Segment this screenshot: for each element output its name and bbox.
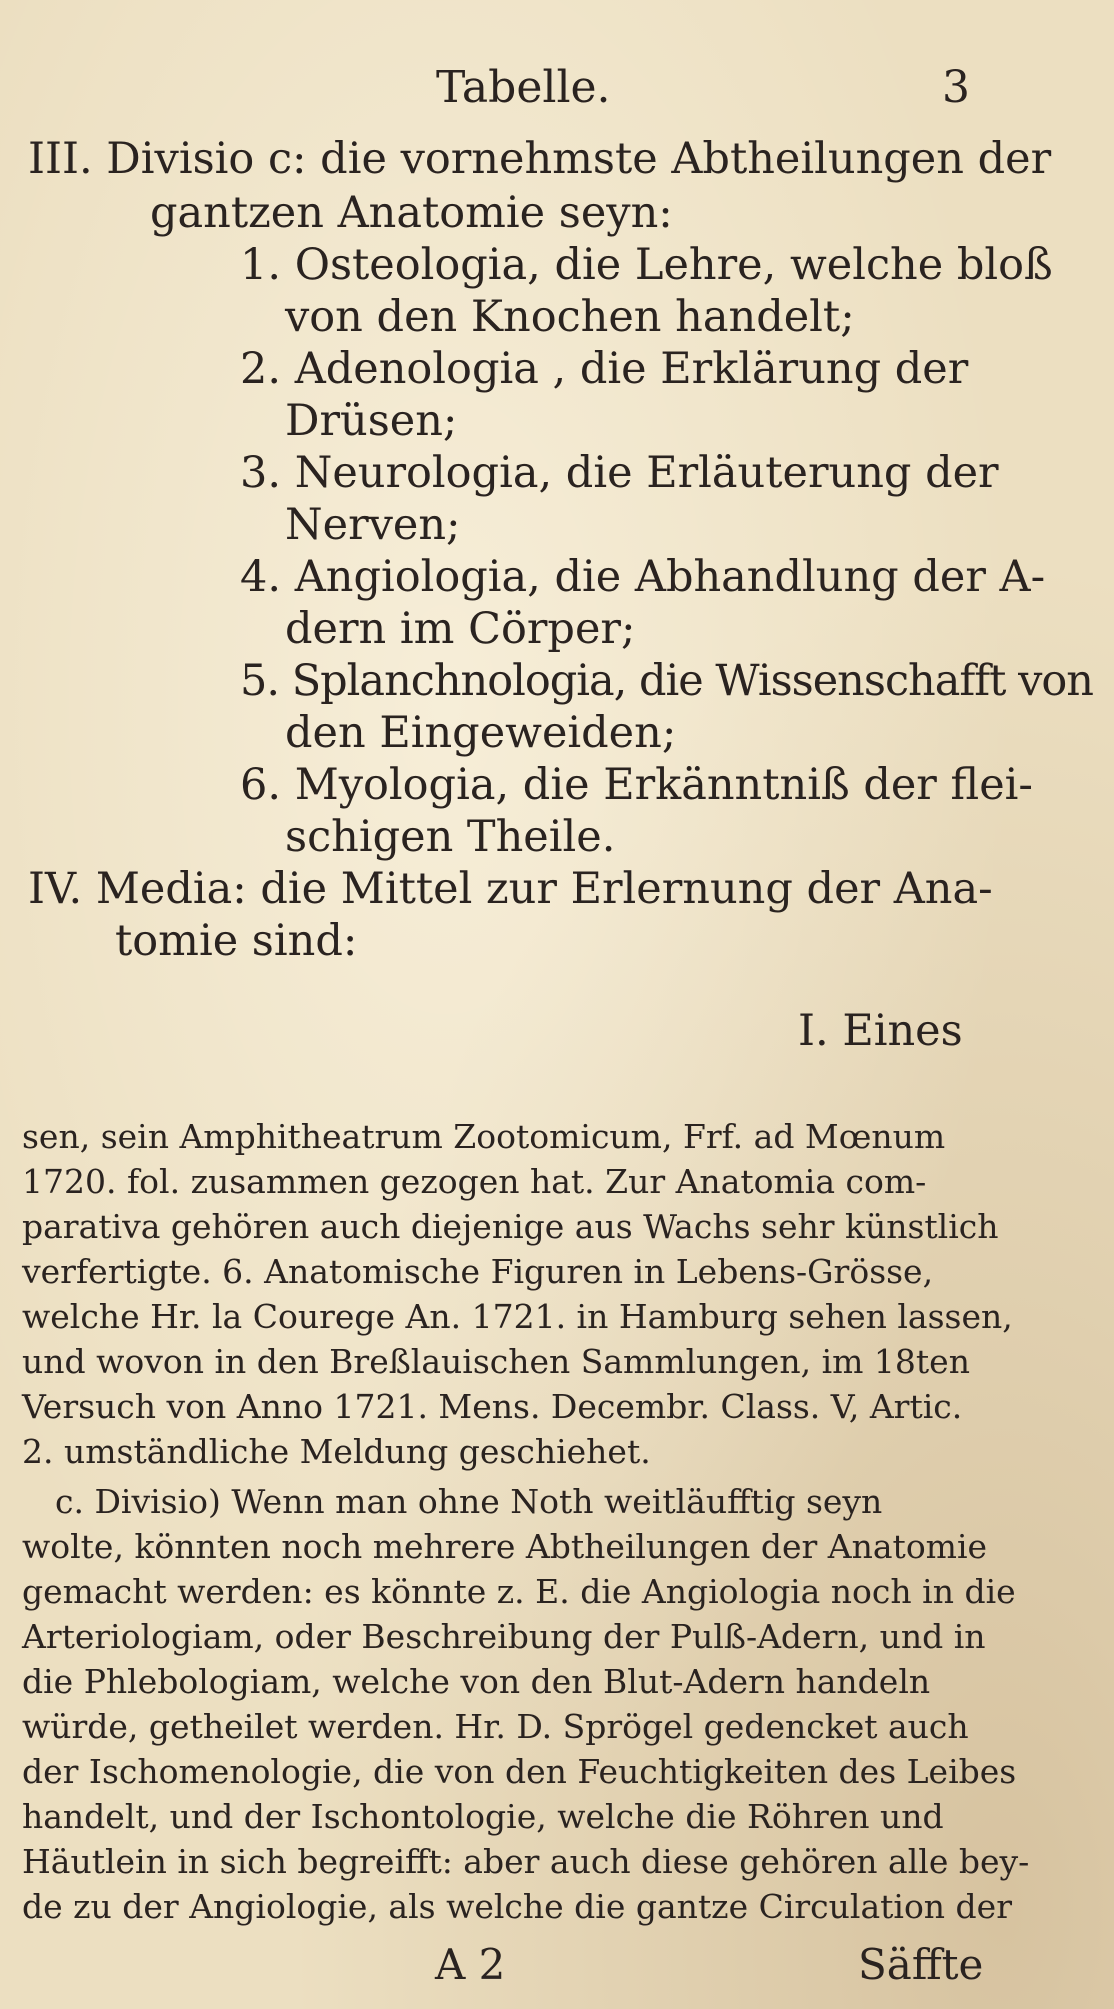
text-line: IV. Media: die Mittel zur Erlernung der Ana-	[28, 864, 993, 914]
text-line: 6. Myologia, die Erkänntniß der flei-	[240, 760, 1033, 810]
text-line: III. Divisio c: die vornehmste Abtheilungen der	[28, 134, 1052, 184]
catchword: I. Eines	[798, 1006, 963, 1056]
footnote-line: der Ischomenologie, die von den Feuchtigkeiten des Leibes	[22, 1752, 1017, 1791]
text-line: 2. Adenologia , die Erklärung der	[240, 344, 969, 394]
footnote-line: 1720. fol. zusammen gezogen hat. Zur Anatomia com-	[22, 1162, 927, 1201]
footnote-line: Arteriologiam, oder Beschreibung der Pulß-Adern, und in	[22, 1617, 986, 1656]
footnote-line: Versuch von Anno 1721. Mens. Decembr. Class. V, Artic.	[22, 1387, 963, 1426]
footnote-line: 2. umständliche Meldung geschiehet.	[22, 1432, 651, 1471]
text-line: Nerven;	[285, 500, 461, 550]
footnote-line: handelt, und der Ischontologie, welche die Röhren und	[22, 1797, 944, 1836]
footer-catchword: Säffte	[858, 1940, 984, 1989]
footnote-line: welche Hr. la Courege An. 1721. in Hamburg sehen lassen,	[22, 1297, 1013, 1336]
footnote-line: gemacht werden: es könnte z. E. die Angiologia noch in die	[22, 1572, 1016, 1611]
footnote-line: die Phlebologiam, welche von den Blut-Adern handeln	[22, 1662, 931, 1701]
text-line: 5. Splanchnologia, die Wissenschafft von	[240, 656, 1094, 706]
text-line: den Eingeweiden;	[285, 708, 677, 758]
footnote-line: und wovon in den Breßlauischen Sammlungen, im 18ten	[22, 1342, 970, 1381]
text-line: 3. Neurologia, die Erläuterung der	[240, 448, 999, 498]
page-number: 3	[942, 62, 970, 113]
text-line: 4. Angiologia, die Abhandlung der A-	[240, 552, 1046, 602]
footnote-line: de zu der Angiologie, als welche die gantze Circulation der	[22, 1887, 1012, 1926]
text-line: schigen Theile.	[285, 812, 616, 862]
text-line: 1. Osteologia, die Lehre, welche bloß	[240, 240, 1053, 290]
footnote-line: sen, sein Amphitheatrum Zootomicum, Frf. ad Mœnum	[22, 1117, 946, 1156]
footnote-line: verfertigte. 6. Anatomische Figuren in Lebens-Grösse,	[22, 1252, 934, 1291]
footnote-line: Häutlein in sich begreifft: aber auch diese gehören alle bey-	[22, 1842, 1030, 1881]
text-line: von den Knochen handelt;	[285, 292, 855, 342]
text-line: Drüsen;	[285, 396, 458, 446]
text-line: dern im Cörper;	[285, 604, 636, 654]
footnote-line: wolte, könnten noch mehrere Abtheilungen der Anatomie	[22, 1527, 988, 1566]
footnote-line: parativa gehören auch diejenige aus Wachs sehr künstlich	[22, 1207, 999, 1246]
text-line: gantzen Anatomie seyn:	[150, 188, 673, 238]
signature-mark: A 2	[435, 1940, 506, 1989]
text-line: tomie sind:	[115, 916, 358, 966]
footnote-line: würde, getheilet werden. Hr. D. Sprögel gedencket auch	[22, 1707, 969, 1746]
footnote-line: c. Divisio) Wenn man ohne Noth weitläufftig seyn	[55, 1482, 883, 1521]
running-head: Tabelle.	[436, 62, 611, 113]
